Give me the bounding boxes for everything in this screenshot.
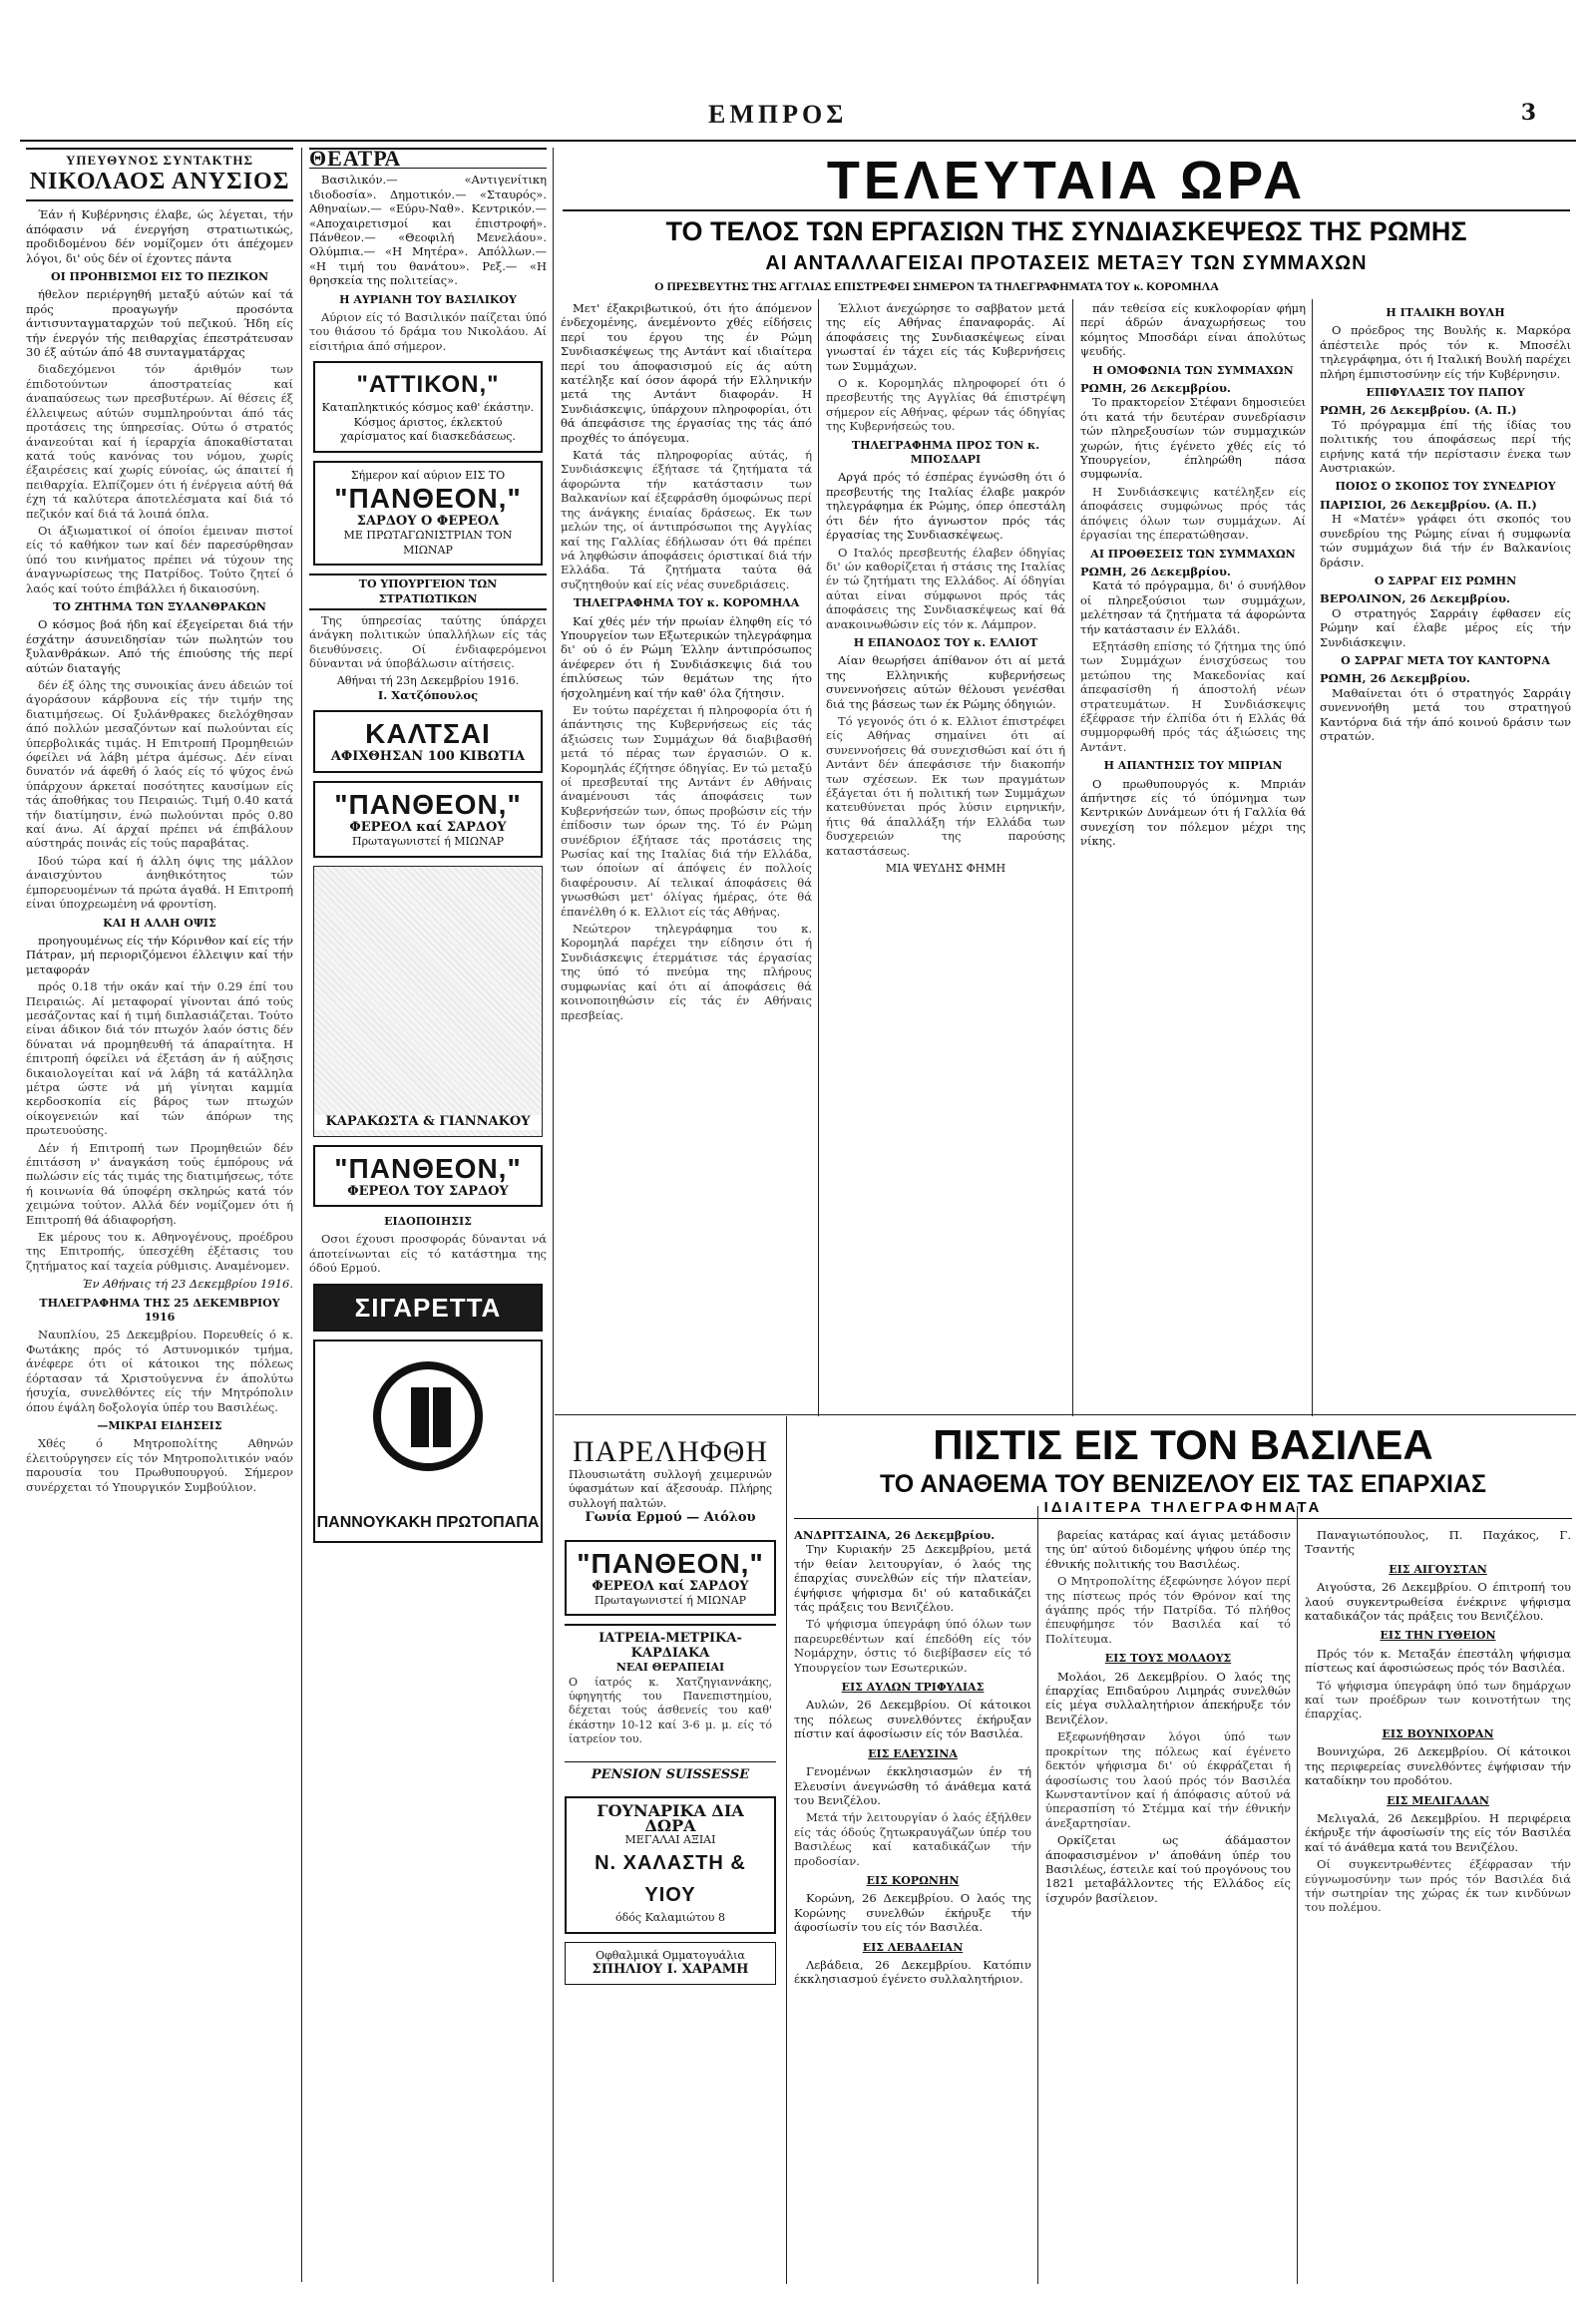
koromilas-body: Εν τούτω παρέχεται ή πληροφορία ότι ή άπάντησις της Κυβερνήσεως είς τάς άξιώσεις των Συμμάχων θά διαβιβασθή μετά τό πέρας των έργασιών. Ο κ. Κορομηλάς έζήτησε όδηγίας. Εν τώ μεταξύ οί πρεσβευταί της Αντάντ έν Αθήναις άναμένουσι τάς άποφάσεις των Κυβερνήσεών των, όπως προβώσιν είς τήν έπίδοσιν των όρων της. Τό έν Ρώμη συνέδριον έξήτασε τάς προτάσεις της Ρωσίας καί της Ιταλίας διά τήν Ελλάδα, των όποίων αί άπόψεις έν πολλοίς διαφέρουσιν. Αί τελικαί άποφάσεις θά γνωσθώσι μετ' όλίγας ήμέρας, ότε θά έπανέλθη ό κ. Ελλιοτ είς τάς Αθήνας. <box>561 702 812 919</box>
editorial-body: Οι άξιωματικοί οί όποίοι έμειναν πιστοί είς τό καθήκον των καί δέν παρεσύρθησαν ύπό του κινήματος πρέπει νά τύχουν της άναγνωρίσεως της Πατρίδος. Τούτο ζητεί ό λαός καί τούτο έπιβάλλει ή δικαιοσύνη. <box>26 523 293 595</box>
column-italy <box>1320 301 1571 1408</box>
column-rome-conference <box>561 301 812 1408</box>
ad-pantheon-1-sub: ΣΑΡΔΟΥ Ο ΦΕΡΕΟΛ <box>356 513 500 529</box>
subhead-italian-chamber: Η ΙΤΑΛΙΚΗ ΒΟΥΛΗ <box>1386 306 1505 319</box>
briand-text: Ο πρωθυπουργός κ. Μπριάν άπήντησε είς τό ύπόμνημα των Κεντρικών Δυνάμεων ότι ή Γαλλία θά συνεχίση τον πόλεμον μέχρι της νίκης. <box>1080 776 1306 849</box>
subhead-koroni: ΕΙΣ ΚΟΡΩΝΗΝ <box>866 1873 960 1887</box>
army-text: Της ύπηρεσίας ταύτης ύπάρχει άνάγκη πολιτικών ύπαλλήλων είς τάς διευθύνσεις. Οί ένδιαφερόμενοι δύνανται νά ύποβάλωσιν αίτήσεις. <box>309 612 547 671</box>
andritsaina-body: Τό ψήφισμα ύπεγράφη ύπό όλων των παρευρεθέντων καί έπεδόθη είς τόν Νομάρχην, όστις τό διεβίβασεν είς τό Υπουργείον των Εσωτερικών. <box>794 1617 1031 1675</box>
ad-attikon-text: Καταπληκτικός κόσμος καθ' έκάστην. Κόσμος άριστος, έκλεκτού χαρίσματος καί διασκεδάσεως. <box>321 401 535 444</box>
allies-intro: πάν τεθείσα είς κυκλοφορίαν φήμη περί άδρών άναχωρήσεως του κόμητος Μποσδάρι είναι άπολύτως ψευδής. <box>1080 301 1306 359</box>
subhead-elliot: Η ΕΠΑΝΟΔΟΣ ΤΟΥ κ. ΕΛΛΙΟΤ <box>853 635 1038 649</box>
ad-furs <box>565 1796 776 1934</box>
bosdari-text: Αργά πρός τό έσπέρας έγνώσθη ότι ό πρεσβευτής της Ιταλίας έλαβε μακρόν τηλεγράφημα έκ Ρώμης, όπερ όπεστάλη ότι δέν ήτο άγνωστον πρός τάς έργασίας της Συνδιασκέψεως. <box>826 470 1065 543</box>
ad-pantheon-4-title: "ΠΑΝΘΕΟΝ," <box>577 1547 764 1579</box>
dateline-unanimity: ΡΩΜΗ, 26 Δεκεμβρίου. <box>1080 381 1231 396</box>
molaoi-body: Εξεφωνήθησαν λόγοι ύπό των προκρίτων της πόλεως καί έγένετο δεκτόν ψήφισμα δι' ού έκφράζεται ή άφοσίωσις του λαού πρός τόν Βασιλέα Κωνσταντίνον καί ή άπόφασις αύτού νά ύπερασπίση τό Στέμμα καί τήν έθνικήν άνεξαρτησίαν. <box>1045 1729 1291 1830</box>
ad-cigarette-title: ΣΙΓΑΡΕΤΤΑ <box>354 1292 502 1323</box>
masthead <box>20 100 1576 142</box>
column-provinces-a <box>794 1528 1031 2281</box>
page-number: 3 <box>1520 100 1536 126</box>
notices-text: Οσοι έχουσι προσφοράς δύνανται νά άποτείνωνται είς τό κατάστημα της όδού Ερμού. <box>309 1232 547 1276</box>
subhead-telegram: ΤΗΛΕΓΡΑΦΗΜΑ ΤΗΣ 25 ΔΕΚΕΜΒΡΙΟΥ 1916 <box>39 1296 280 1325</box>
telegrams-body: Ο κ. Κορομηλάς πληροφορεί ότι ό πρεσβευτής της Αγγλίας θά έπιστρέψη σήμερον είς Αθήνας, φέρων τάς όδηγίας της Κυβερνήσεώς του. <box>826 376 1065 434</box>
dateline-sarrail-rome: ΒΕΡΟΛΙΝΟΝ, 26 Δεκεμβρίου. <box>1320 591 1510 606</box>
ad-optical-name: ΣΠΗΛΙΟΥ Ι. ΧΑΡΑΜΗ <box>592 1962 749 1978</box>
subhead-gytheio: ΕΙΣ ΤΗΝ ΓΥΘΕΙΟΝ <box>1380 1629 1496 1643</box>
ad-medical-text: Ο ίατρός κ. Χατζηγιαννάκης, ύφηγητής του Πανεπιστημίου, δέχεται τούς άσθενείς του καθ' έκάστην 10-12 καί 3-6 μ. μ. είς τό ίατρείον του. <box>569 1675 772 1746</box>
andritsaina-text: Την Κυριακήν 25 Δεκεμβρίου, μετά τήν θείαν λειτουργίαν, ό λαός της έπαρχίας συνελθών είς τήν πλατείαν, έψήφισε ψήφισμα δι' ού καταδικάζει τάς πράξεις του Βενιζέλου. <box>794 1542 1031 1615</box>
headline-anathema: ΤΟ ΑΝΑΘΕΜΑ ΤΟΥ ΒΕΝΙΖΕΛΟΥ ΕΙΣ ΤΑΣ ΕΠΑΡΧΙΑΣ <box>879 1470 1487 1498</box>
illustration-caption: ΚΑΡΑΚΩΣΤΑ & ΓΙΑΝΝΑΚΟΥ <box>314 1115 542 1129</box>
column-divider <box>553 148 554 2282</box>
subhead-intentions: ΑΙ ΠΡΟΘΕΣΕΙΣ ΤΩΝ ΣΥΜΜΑΧΩΝ <box>1090 547 1296 561</box>
subhead-royal: Η ΑΥΡΙΑΝΗ ΤΟΥ ΒΑΣΙΛΙΚΟΥ <box>339 292 517 306</box>
koromilas-body: Νεώτερον τηλεγράφημα του κ. Κορομηλά παρέχει την είδησιν ότι ή Συνδιάσκεψις έτερμάτισε τάς έργασίας της ύπό τό πνεύμα της πλήρους συμφωνίας καί ότι αί άποφάσεις θά κοινοποιηθώσιν είς τάς έν Αθήναις πρεσβείας. <box>561 922 812 1022</box>
provinces-c-signers: Παναγιωτόπουλος, Π. Παχάκος, Γ. Τσαντής <box>1305 1528 1571 1557</box>
subhead-charcoal: ΤΟ ΖΗΤΗΜΑ ΤΩΝ ΞΥΛΑΝΘΡΑΚΩΝ <box>53 599 266 613</box>
ad-pantheon-2-title: "ΠΑΝΘΕΟΝ," <box>334 788 522 820</box>
column-telegrams <box>826 301 1065 1408</box>
intentions-text: Κατά τό πρόγραμμα, δι' ό συνήλθον οί πληρεξούσιοι των συμμάχων, μελέτησαν τά ζητήματα τά άφορώντα τήν κατάστασιν έν Ελλάδι. <box>1080 578 1306 636</box>
telegram-text: Ναυπλίου, 25 Δεκεμβρίου. Πορευθείς ό κ. Φωτάκης πρός τό Αστυνομικόν τμήμα, άνέφερε ότι οί κάτοικοι της πόλεως έόρτασαν τά Χριστούγεννα έν άπολύτω ήσυχία, συνελθόντες είς τήν Μητρόπολιν όπου έψάλη δοξολογία ύπέρ του Βασιλέως. <box>26 1328 293 1414</box>
ad-furs-sub: ΜΕΓΑΛΑΙ ΑΞΙΑΙ <box>624 1832 716 1846</box>
levadeia-text: Λεβάδεια, 26 Δεκεμβρίου. Κατόπιν έκκλησιασμού έγένετο συλλαλητήριον. <box>794 1957 1031 1987</box>
ad-kaltsai <box>313 710 543 772</box>
editorial-intro: Έάν ή Κυβέρνησις έλαβε, ώς λέγεται, τήν άπόφασιν νά ένεργήση στρατιωτικώς, προδιδομένου δέν νομίζομεν ότι άπέχομεν λόγοι, δι' ούς δέν οί έχοντες πάντα <box>26 207 293 265</box>
ad-kaltsai-sub: ΑΦΙΧΘΗΣΑΝ 100 ΚΙΒΩΤΙΑ <box>330 749 526 765</box>
ad-medical <box>565 1624 776 1752</box>
koromilas-text: Καί χθές μέν τήν πρωίαν έληφθη είς τό Υπουργείον των Εξωτερικών τηλεγράφημα δι' ού ό έν Ρώμη Έλλην άντιπρόσωπος άνέφερεν ότι ή Συνδιάσκεψις διά του έπιλύσεως τών θεμάτων της ήτο ήσχολημένη καί τήν καθ' όλα ζήτησιν. <box>561 613 812 700</box>
subhead-briand: Η ΑΠΑΝΤΗΣΙΣ ΤΟΥ ΜΠΡΙΑΝ <box>1103 759 1283 773</box>
ad-parelifthi-sign: Γωνία Ερμού — Αιόλου <box>585 1510 756 1526</box>
unanimity-text: Το πρακτορείον Στέφανι δημοσιεύει ότι κατά τήν δευτέραν συνεδρίασιν τών πληρεξουσίων τών συμμαχικών χωρών, ήτις έγένετο χθές είς τό Υπουργείον, έπληρώθη πάσα συμφωνία. <box>1080 395 1306 482</box>
koroni-text: Κορώνη, 26 Δεκεμβρίου. Ο λαός της Κορώνης συνελθών έκήρυξε τήν άφοσίωσίν του είς τόν Βασιλέα. <box>794 1891 1031 1935</box>
royal-text: Αύριον είς τό Βασιλικόν παίζεται ύπό του θιάσου τό δράμα του Νικολάου. Αί είσιτήρια άπό σήμερον. <box>309 310 547 353</box>
molaoi-text: Μολάοι, 26 Δεκεμβρίου. Ο λαός της έπαρχίας Επιδαύρου Λιμηράς συνελθών είς μέγα συλλαλητήριον άπεκήρυξε τόν Βενιζέλον. <box>1045 1669 1291 1726</box>
subhead-sarrail-cadorna: Ο ΣΑΡΡΑΓ ΜΕΤΑ ΤΟΥ ΚΑΝΤΟΡΝΑ <box>1341 653 1550 667</box>
subhead-notices: ΕΙΔΟΠΟΙΗΣΙΣ <box>384 1215 472 1228</box>
column-theatres <box>309 148 547 2282</box>
subhead-short-news: —ΜΙΚΡΑΙ ΕΙΔΗΣΕΙΣ <box>97 1418 222 1432</box>
ad-medical-title: ΙΑΤΡΕΙΑ-ΜΕΤΡΙΚΑ-ΚΑΡΔΙΑΚΑ <box>598 1631 742 1661</box>
logo-caption: ΠΑΝΝΟΥΚΑΚΗ ΠΡΩΤΟΠΑΠΑ <box>316 1514 540 1532</box>
logo-mark-icon <box>373 1361 483 1471</box>
provinces-b-body: Ο Μητροπολίτης έξεφώνησε λόγον περί της πίστεως πρός τόν Θρόνον καί της άγάπης πρός τήν Πατρίδα. Τό πλήθος έπευφήμησε τόν Βασιλέα καί τό Πολίτευμα. <box>1045 1574 1291 1646</box>
congress-aim-text: Η «Ματέν» γράφει ότι σκοπός του συνεδρίου της Ρώμης είναι ή συμφωνία τών συμμάχων διά τήν έν Βαλκανίοις δράσιν. <box>1320 512 1571 570</box>
ad-kaltsai-title: ΚΑΛΤΣΑΙ <box>365 718 491 750</box>
date-line: Έν Αθήναις τή 23 Δεκεμβρίου 1916. <box>82 1277 293 1292</box>
editorial-body: Ιδού τώρα καί ή άλλη όψις της μάλλον άναισχύντου άνηθικότητος τών έμπορευομένων τά πρώτα άγαθά. Η Επιτροπή είναι ύποχρεωμένη νά φροντίση. <box>26 853 293 912</box>
vounichora-text: Βουνιχώρα, 26 Δεκεμβρίου. Οί κάτοικοι της περιφερείας συνελθόντες έψήφισαν τήν καταδίκην του προδότου. <box>1305 1744 1571 1788</box>
other-side-text: προηγουμένως είς τήν Κόρινθον καί είς τήν Πάτραν, μή περιοριζόμενοι έλλειψιν καί τήν μεταφοράν <box>26 933 293 976</box>
sarrail-rome-text: Ο στρατηγός Σαρράιγ έφθασεν είς Ρώμην καί έλαβε μέρος είς τήν Συνδιάσκεψιν. <box>1320 605 1571 649</box>
intentions-body: Εξητάσθη επίσης τό ζήτημα της ύπό των Συμμάχων ένισχύσεως του μετώπου της Μακεδονίας καί άπεφασίσθη ή άποστολή νέων στρατευμάτων. Η Συνδιάσκεψις έξέφρασε τήν έλπίδα ότι ή Ελλάς θά συμμορφωθή πρός τάς άξιώσεις της Αντάντ. <box>1080 638 1306 754</box>
ad-optical <box>565 1942 776 1985</box>
ad-pantheon-1-title: "ΠΑΝΘΕΟΝ," <box>334 482 522 514</box>
pope-text: Τό πρόγραμμα έπί τής ίδίας του πολιτικής του άποφάσεως περί τής ειρήνης κατά τήν περίστασιν ένεκα των Αυστριακών. <box>1320 417 1571 476</box>
ad-pantheon-1-sub2: ΜΕ ΠΡΩΤΑΓΩΝΙΣΤΡΙΑΝ ΤΟΝ ΜΙΩΝΑΡ <box>343 529 513 557</box>
column-divider <box>818 299 819 1416</box>
provinces-b-intro: βαρείας κατάρας καί άγιας μετάδοσιν της ύπ' αύτού διδομένης ψήφου ύπέρ της έθνικής πολιτικής του Βασιλέως. <box>1045 1528 1291 1571</box>
headline-sub2: ΑΙ ΑΝΤΑΛΛΑΓΕΙΣΑΙ ΠΡΟΤΑΣΕΙΣ ΜΕΤΑΞΥ ΤΩΝ ΣΥΜΜΑΧΩΝ <box>765 252 1368 274</box>
ad-furs-brand: Ν. ΧΑΛΑΣΤΗ & ΥΙΟΥ <box>595 1852 746 1907</box>
column-provinces-c <box>1305 1528 1571 2281</box>
ad-pantheon-4-sub: ΦΕΡΕΟΛ καί ΣΑΡΔΟΥ <box>592 1578 749 1594</box>
column-divider <box>786 1416 787 2284</box>
headline-sub1: ΤΟ ΤΕΛΟΣ ΤΩΝ ΕΡΓΑΣΙΩΝ ΤΗΣ ΣΥΝΔΙΑΣΚΕΨΕΩΣ ΤΗΣ ΡΩΜΗΣ <box>665 216 1467 246</box>
promotions-text: ήθελον περιέργηθή μεταξύ αύτών καί τά πρός προαγωγήν προσόντα άντισυνταγματαρχών τού πεζικού. Ήδη είς τήν ένεργόν τής πειθαρχίας έπεστράτευσαν 30 έξ αύτών άπό 48 συνταγματάρχας <box>26 287 293 360</box>
subhead-army: ΤΟ ΥΠΟΥΡΓΕΙΟΝ ΤΩΝ ΣΤΡΑΤΙΩΤΙΚΩΝ <box>309 574 547 610</box>
subhead-elefsina: ΕΙΣ ΕΛΕΥΣΙΝΑ <box>868 1746 958 1760</box>
elliot-body: Τό γεγονός ότι ό κ. Ελλιοτ έπιστρέφει είς Αθήνας σημαίνει ότι αί συνεννοήσεις θά συνεχισθώσι καί ότι ή Αντάντ δέν άπεφάσισε τήν διακοπήν των σχέσεων. Εκ των πραγμάτων έξάγεται ότι ή πολιτική των Συμμάχων κατευθύνεται πρός λύσιν ειρηνικήν, ήτις θά άπαλλάξη τήν Ελλάδα των δυσχερειών της παρούσης καταστάσεως. <box>826 713 1065 858</box>
ad-pantheon-1-pre: Σήμερον καί αύριον ΕΙΣ ΤΟ <box>350 468 506 482</box>
molaoi-oath: Ορκίζεται ως άδάμαστον άποφασισμένον ν' άποθάνη ύπέρ του Βασιλέως, έστειλε καί τού προγόνους του 1821 μεταβάλλοντες τής Ελλάδος είς ίσχυρόν βασίλειον. <box>1045 1833 1291 1905</box>
newspaper-title: ΕΜΠΡΟΣ <box>708 100 848 129</box>
column-divider <box>1297 1506 1298 2284</box>
subhead-molaoi: ΕΙΣ ΤΟΥΣ ΜΟΛΑΟΥΣ <box>1104 1652 1232 1666</box>
ad-pension-title: PENSION SUISSESSE <box>591 1766 750 1782</box>
ad-pension <box>565 1761 776 1788</box>
italian-chamber-text: Ο πρόεδρος της Βουλής κ. Μαρκόρα άπέστειλε πρός τόν κ. Μποσέλι τηλεγράφημα, ότι ή Ιταλική Βουλή παρέχει πλήρη έμπιστοσύνην είς τήν Κυβέρνησιν. <box>1320 323 1571 381</box>
ad-parelifthi-text: Πλουσιωτάτη συλλογή χειμερινών ύφασμάτων καί άξεσουάρ. Πλήρης συλλογή παλτών. <box>569 1468 772 1510</box>
ad-furs-title: ΓΟΥΝΑΡΙΚΑ ΔΙΑ ΔΩΡΑ <box>597 1801 744 1835</box>
dateline-sarrail-cadorna: ΡΩΜΗ, 26 Δεκεμβρίου. <box>1320 671 1470 686</box>
editorial-body: δέν έξ όλης της συνοικίας άνευ άδειών τοί άγοράσουν κάρβουνα είς τήν τιμήν της διατιμήσεως. Οί ξυλάνθρακες διελόχθησαν άπό πολλών μεσαζόντων καί πωλούνται είς ύπερβολικάς τιμάς. Η Επιτροπή Προμηθειών όφείλει νά λάβη μέτρα άμέσως. Δέν είναι δυνατόν νά άφεθή ό λαός είς τό ψύχος ένώ ύπάρχουν άρκεταί ποσότητες καυσίμων είς τάς άποθήκας του Πειραιώς. Τιμή 0.40 κατά τήν διατίμησιν, ένώ πωλούνται πρός 0.80 καί άνω. Αί άρχαί πρέπει νά έπιβάλουν αύστηράς ποινάς είς τούς παραβάτας. <box>26 678 293 851</box>
column-provinces-b <box>1045 1528 1291 2281</box>
ad-pantheon-2-sub2: Πρωταγωνιστεί ή ΜΙΩΝΑΡ <box>352 835 504 849</box>
meligalas-text: Μελιγαλά, 26 Δεκεμβρίου. Η περιφέρεια έκήρυξε τήν άφοσίωσίν της είς τόν Βασιλέα καί τό άνάθεμα κατά του Βενιζέλου. <box>1305 1810 1571 1854</box>
telegrams-intro: Έλλιοτ άνεχώρησε το σαββατον μετά της είς Αθήνας έπαναφοράς. Αί άποφάσεις της Συνδιασκέψεως είναι γνωσταί έν τάχει είς τάς Κυβερνήσεις των Συμμάχων. <box>826 301 1065 373</box>
ad-parelifthi <box>565 1430 776 1532</box>
bosdari-body: Ο Ιταλός πρεσβευτής έλαβεν όδηγίας δι' ών καθορίζεται ή στάσις της Ιταλίας έν τώ ζητήματι της Ελλάδος. Αί όδηγίαι αύται είναι σύμφωνοι πρός τάς άποφάσεις της Συνδιασκέψεως καί θά ανακοινωθώσιν είς τόν κ. Λάμπρον. <box>826 545 1065 631</box>
ad-pantheon-2-sub: ΦΕΡΕΟΛ καί ΣΑΡΔΟΥ <box>349 819 507 835</box>
ad-attikon-title: "ΑΤΤΙΚΟΝ," <box>356 371 500 399</box>
subhead-other-side: ΚΑΙ Η ΑΛΛΗ ΟΨΙΣ <box>103 916 216 930</box>
rome-body: Κατά τάς πληροφορίας αύτάς, ή Συνδιάσκεψις έξήτασε τά ζητήματα τά άφορώντα τήν κατάστασιν των Βαλκανίων καί έξεφράσθη όμοφώνως περί της άνάγκης ένιαίας δράσεως. Εκ των μελών της, οί άντιπρόσωποι της Αγγλίας καί της Γαλλίας έδήλωσαν ότι θά πρέπει νά ληφθώσιν άποφάσεις όριστικαί διά τήν Ελλάδα. Τά ζητήματα ταύτα θά συζητηθούν καί είς νέας συνεδριάσεις. <box>561 448 812 591</box>
dateline-pope: ΡΩΜΗ, 26 Δεκεμβρίου. (Α. Π.) <box>1320 403 1517 418</box>
column-divider <box>1037 1506 1038 2284</box>
elliot-text: Αίαν θεωρήσει άπίθανον ότι αί μετά της Ελληνικής κυβερνήσεως συνεννοήσεις αύτών θέλουσι γενέσθαι διά της βάσεως των έκ Ρώμης όδηγιών. <box>826 653 1065 711</box>
editorial-body: Εκ μέρους του κ. Αθηνογένους, προέδρου της Επιτροπής, ύπεσχέθη έξέτασις του ζητήματος καί ταχεία ρύθμισις. Αναμένομεν. <box>26 1230 293 1273</box>
column-editorial <box>26 148 293 2282</box>
dateline-intentions: ΡΩΜΗ, 26 Δεκεμβρίου. <box>1080 564 1231 578</box>
newspaper-page <box>20 40 1576 2284</box>
editor-name: ΝΙΚΟΛΑΟΣ ΑΝΥΣΙΟΣ <box>26 168 293 201</box>
army-signature: Ι. Χατζόπουλος <box>377 687 479 702</box>
ad-cigarette <box>313 1284 543 1332</box>
ad-parelifthi-title: ΠΑΡΕΛΗΦΘΗ <box>572 1435 769 1468</box>
ad-pantheon-1 <box>313 461 543 567</box>
army-date: Αθήναι τή 23η Δεκεμβρίου 1916. <box>336 673 520 687</box>
column-divider <box>301 148 302 2282</box>
column-divider <box>1312 299 1313 1416</box>
subhead-meligalas: ΕΙΣ ΜΕΛΙΓΑΛΑΝ <box>1387 1793 1489 1807</box>
ad-pantheon-3-title: "ΠΑΝΘΕΟΝ," <box>334 1152 522 1184</box>
column-ads-bottom <box>561 1422 780 2280</box>
avlon-text: Αυλών, 26 Δεκεμβρίου. Οί κάτοικοι της πόλεως συνελθόντες έκήρυξαν πίστιν καί άφοσίωσιν είς τόν Βασιλέα. <box>794 1698 1031 1741</box>
headline-last-hour: ΤΕΛΕΥΤΑΙΑ ΩΡΑ <box>563 152 1570 211</box>
column-divider <box>1072 299 1073 1416</box>
subhead-sarrail-rome: Ο ΣΑΡΡΑΓ ΕΙΣ ΡΩΜΗΝ <box>1374 574 1517 587</box>
ad-pantheon-4 <box>565 1540 776 1617</box>
short-news-text: Χθές ό Μητροπολίτης Αθηνών έλειτούργησεν είς τόν Μητροπολιτικόν ναόν παρουσία του Πρωθυπουργού. Σήμερον συνέρχεται τό Υπουργικόν Συμβούλιον. <box>26 1436 293 1494</box>
sarrail-cadorna-text: Μαθαίνεται ότι ό στρατηγός Σαρράιγ συνεννοήθη μετά του στρατηγού Καντόρνα διά τήν άπό κοινού δράσιν των στρατών. <box>1320 685 1571 743</box>
charcoal-text: Ο κόσμος βοά ήδη καί έξεγείρεται διά τήν έσχάτην άσυνειδησίαν τών πωλητών του ξυλανθράκων. Από τής έπιούσης τής περί αύτών διαταγής <box>26 617 293 675</box>
ad-pantheon-3 <box>313 1145 543 1207</box>
subhead-vounichora: ΕΙΣ ΒΟΥΝΙΧΟΡΑΝ <box>1382 1726 1494 1740</box>
section-divider <box>555 1414 1576 1415</box>
ad-medical-sub: ΝΕΑΙ ΘΕΡΑΠΕΙΑΙ <box>615 1661 725 1675</box>
column-allies <box>1080 301 1306 1408</box>
editorial-body: διαδεχόμενοι τόν άριθμόν των έπιδοτούντων άποστρατείας καί άναπαύσεως των πρεσβυτέρων. Αί θέσεις έξ έλλειψεως αύτών συμπληρούνται άπό τάς προτάσεις της ύπηρεσίας. Ούτω ό στρατός άνανεούται καί ή ίεραρχία άποκαθίσταται κατά τούς κανόνας του νόμου, χωρίς έξαιρέσεις καί χωρίς εύνοίας, ώς άπαιτεί ή πειθαρχία. Ελπίζομεν ότι ή ένέργεια αύτή θά έχη τά καλύτερα άποτελέσματα καί διά τό πεζικόν καί διά τά λοιπά όπλα. <box>26 362 293 521</box>
illustration-ad <box>313 866 543 1137</box>
headline-special-telegrams: ΙΔΙΑΙΤΕΡΑ ΤΗΛΕΓΡΑΦΗΜΑΤΑ <box>794 1498 1572 1519</box>
meligalas-body: Οί συγκεντρωθέντες έξέφρασαν τήν εύγνωμοσύνην των πρός τόν Βασιλέα διά τήν σωτηρίαν της χώρας έκ των κινδύνων του πολέμου. <box>1305 1857 1571 1915</box>
gytheio-body: Τό ψήφισμα ύπεγράφη ύπό των δημάρχων καί των προέδρων των κοινοτήτων της έπαρχίας. <box>1305 1678 1571 1722</box>
elefsina-body: Μετά τήν λειτουργίαν ό λαός έξήλθεν είς τάς όδούς ζητωκραυγάζων ύπέρ του Βασιλέως καί καταδικάζων τήν προδοσίαν. <box>794 1810 1031 1868</box>
subhead-pope: ΕΠΙΦΥΛΑΞΙΣ ΤΟΥ ΠΑΠΟΥ <box>1366 386 1525 400</box>
false-rumor-label: ΜΙΑ ΨΕΥΔΗΣ ΦΗΜΗ <box>885 862 1006 876</box>
ad-attikon <box>313 361 543 452</box>
ad-pantheon-4-sub2: Πρωταγωνιστεί ή ΜΙΩΝΑΡ <box>595 1594 746 1608</box>
subhead-congress-aim: ΠΟΙΟΣ Ο ΣΚΟΠΟΣ ΤΟΥ ΣΥΝΕΔΡΙΟΥ <box>1335 480 1556 494</box>
subhead-bosdari: ΤΗΛΕΓΡΑΦΗΜΑ ΠΡΟΣ ΤΟΝ κ. ΜΠΟΣΔΑΡΙ <box>851 438 1040 467</box>
ad-furs-addr: όδός Καλαμιώτου 8 <box>615 1911 725 1925</box>
unanimity-body: Η Συνδιάσκεψις κατέληξεν είς άποφάσεις συμφώνως πρός τάς άπόψεις όλων των συμμάχων. Αί έργασίαι της έπερατώθησαν. <box>1080 484 1306 543</box>
ad-pantheon-2 <box>313 781 543 858</box>
aigousta-text: Αιγούστα, 26 Δεκεμβρίου. Ο έπιτροπή του λαού συγκεντρωθείσα ένέκρινε ψήφισμα καταδικάζον τάς πράξεις του Βενιζέλου. <box>1305 1580 1571 1624</box>
subhead-koromilas: ΤΗΛΕΓΡΑΦΗΜΑ ΤΟΥ κ. ΚΟΡΟΜΗΛΑ <box>573 596 800 610</box>
headline-faith: ΠΙΣΤΙΣ ΕΙΣ ΤΟΝ ΒΑΣΙΛΕΑ <box>933 1421 1433 1468</box>
logo-ad <box>313 1340 543 1543</box>
subhead-promotions: ΟΙ ΠΡΟΗΒΙΣΜΟΙ ΕΙΣ ΤΟ ΠΕΖΙΚΟΝ <box>50 270 269 284</box>
theatre-listings: Βασιλικόν.— «Αντιγενίτικη ιδιοδοσία». Δημοτικόν.— «Σταυρός». Αθηναίων.— «Εύρυ-Ναθ». Κεντρικόν.— «Αποχαιρετισμοί και έπιστροφή». Πάνθεον.— «Θεοφιλή Μενελάου». Ολύμπια.— «Η Μητέρα». Απόλλων.— «Η τιμή του θανάτου». Ρεξ.— «Η θρησκεία της πολιτείας». <box>309 173 547 288</box>
dateline-andritsaina: ΑΝΔΡΙΤΣΑΙΝΑ, 26 Δεκεμβρίου. <box>794 1528 996 1542</box>
ad-optical-pre: Οφθαλμικά Ομματογυάλια <box>596 1948 745 1962</box>
gytheio-text: Πρός τόν κ. Μεταξάν έπεστάλη ψήφισμα πίστεως καί άφοσιώσεως πρός τόν Βασιλέα. <box>1305 1646 1571 1676</box>
rome-intro: Μετ' έξακριβωτικού, ότι ήτο άπόμενον ένδεχομένης, άνεμένοντο χθές είδήσεις περί του έργου της έν Ρώμη Συνδιασκέψεως της Αντάντ καί ιδιαίτερα περί του άποφασισμού είς άς αύτη κατέληξε καί όσον άφορά τήν Ελληνικήν μετά της Αντάντ διαφοράν. Η Συνδιάσκεψις, ύπάρχουν πληροφορίαι, ότι θά άπεφάσισε της έργασίας της τάς άπό προχθές το άπόγευμα. <box>561 301 812 445</box>
theatres-header: ΘΕΑΤΡΑ <box>309 148 547 169</box>
subhead-avlon: ΕΙΣ ΑΥΛΩΝ ΤΡΙΦΥΛΙΑΣ <box>841 1681 985 1695</box>
editorial-body: πρός 0.18 τήν οκάν καί τήν 0.29 έπί του Πειραιώς. Αί μεταφοραί γίνονται άπό τούς μεσάζοντας καί ή τιμή διπλασιάζεται. Τούτο είναι άδικον διά τόν πτωχόν λαόν όστις δέν δύναται νά προμηθευθή τά άπαραίτητα. Η έπιτροπή όφείλει νά έξετάση άν ή αύξησις δικαιολογείται καί νά λάβη τά κατάλληλα μέτρα ώστε νά μή γίνηται καμμία κερδοσκοπία είς βάρος των πτωχών οίκογενειών καί τών άπόρων της πρωτευούσης. <box>26 979 293 1138</box>
ad-pantheon-3-sub: ΦΕΡΕΟΛ ΤΟΥ ΣΑΡΔΟΥ <box>347 1183 509 1199</box>
subhead-aigousta: ΕΙΣ ΑΙΓΟΥΣΤΑΝ <box>1389 1562 1487 1576</box>
dateline-congress-aim: ΠΑΡΙΣΙΟΙ, 26 Δεκεμβρίου. (Α. Π.) <box>1320 497 1537 512</box>
editor-label: ΥΠΕΥΘΥΝΟΣ ΣΥΝΤΑΚΤΗΣ <box>26 148 293 168</box>
headline-sub3: Ο ΠΡΕΣΒΕΥΤΗΣ ΤΗΣ ΑΓΓΛΙΑΣ ΕΠΙΣΤΡΕΦΕΙ ΣΗΜΕΡΟΝ ΤΑ ΤΗΛΕΓΡΑΦΗΜΑΤΑ ΤΟΥ κ. ΚΟΡΟΜΗΛΑ <box>654 279 1219 293</box>
elefsina-text: Γενομένων έκκλησιασμών έν τή Ελευσίνι άνεγνώσθη τό άνάθεμα κατά του Βενιζέλου. <box>794 1764 1031 1807</box>
editorial-body: Δέν ή Επιτροπή των Προμηθειών δέν έπιτάσση ν' άναγκάση τούς έμπόρους νά πωλώσιν είς τάς τιμάς της διατιμήσεως, τότε ή κοινωνία θά ύποφέρη σκληρώς κατά τόν χειμώνα τούτον. Αλλά δέν νομίζομεν ότι ή Επιτροπή θά άδιαφορήση. <box>26 1140 293 1227</box>
subhead-unanimity: Η ΟΜΟΦΩΝΙΑ ΤΩΝ ΣΥΜΜΑΧΩΝ <box>1092 363 1294 377</box>
subhead-levadeia: ΕΙΣ ΛΕΒΑΔΕΙΑΝ <box>862 1940 964 1954</box>
